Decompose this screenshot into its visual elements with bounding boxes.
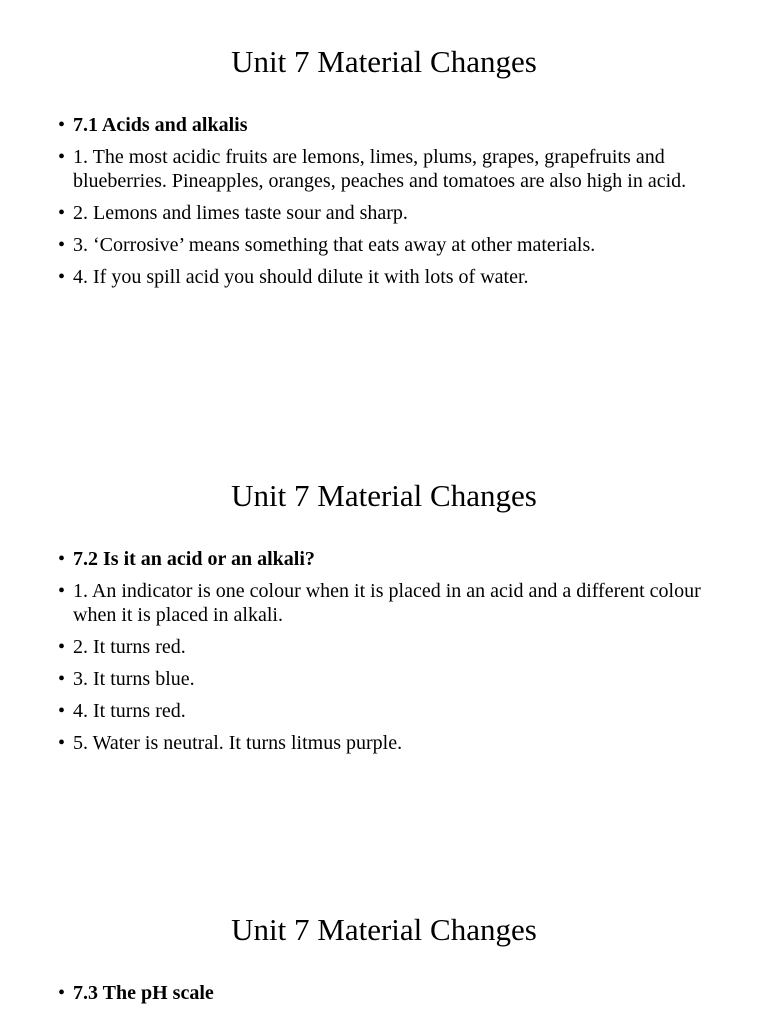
- bullet-text: 7.3 The pH scale: [73, 982, 214, 1004]
- bullet-dot-icon: •: [58, 234, 66, 256]
- bullet-item: [56, 201, 716, 225]
- bullet-heading: [56, 981, 716, 1005]
- bullet-dot-icon: •: [58, 146, 66, 168]
- bullet-item: [56, 699, 716, 723]
- bullet-dot-icon: •: [58, 732, 66, 754]
- bullet-dot-icon: •: [58, 548, 66, 570]
- bullet-text: 3. It turns blue.: [73, 668, 195, 690]
- bullet-text: 4. It turns red.: [73, 700, 186, 722]
- bullet-heading: [56, 113, 716, 137]
- bullet-item: [56, 667, 716, 691]
- bullet-list: [56, 113, 716, 297]
- bullet-text: 7.2 Is it an acid or an alkali?: [73, 548, 315, 570]
- bullet-text: 7.1 Acids and alkalis: [73, 114, 248, 136]
- bullet-text: 3. ‘Corrosive’ means something that eats away at other materials.: [73, 234, 596, 256]
- bullet-dot-icon: •: [58, 202, 66, 224]
- bullet-dot-icon: •: [58, 266, 66, 288]
- slide-title: Unit 7 Material Changes: [231, 44, 537, 79]
- slide-title: Unit 7 Material Changes: [231, 912, 537, 947]
- bullet-dot-icon: •: [58, 982, 66, 1004]
- bullet-item: [56, 579, 716, 627]
- bullet-item: [56, 635, 716, 659]
- bullet-list: [56, 547, 716, 763]
- bullet-item: [56, 731, 716, 755]
- bullet-text: 4. If you spill acid you should dilute it with lots of water.: [73, 266, 529, 288]
- bullet-dot-icon: •: [58, 114, 66, 136]
- bullet-text: 2. Lemons and limes taste sour and sharp.: [73, 202, 408, 224]
- slide-title: Unit 7 Material Changes: [231, 478, 537, 513]
- bullet-list: [56, 981, 716, 1013]
- bullet-text: 2. It turns red.: [73, 636, 186, 658]
- bullet-dot-icon: •: [58, 700, 66, 722]
- bullet-heading: [56, 547, 716, 571]
- bullet-text: 1. The most acidic fruits are lemons, limes, plums, grapes, grapefruits and blueberries. Pineapples, oranges, peaches and tomatoes are also high in acid.: [73, 146, 687, 192]
- bullet-dot-icon: •: [58, 668, 66, 690]
- bullet-text: 5. Water is neutral. It turns litmus purple.: [73, 732, 403, 754]
- bullet-item: [56, 145, 716, 193]
- bullet-dot-icon: •: [58, 580, 66, 602]
- bullet-dot-icon: •: [58, 636, 66, 658]
- bullet-item: [56, 265, 716, 289]
- bullet-item: [56, 233, 716, 257]
- bullet-text: 1. An indicator is one colour when it is placed in an acid and a different colour when it is placed in alkali.: [73, 580, 701, 626]
